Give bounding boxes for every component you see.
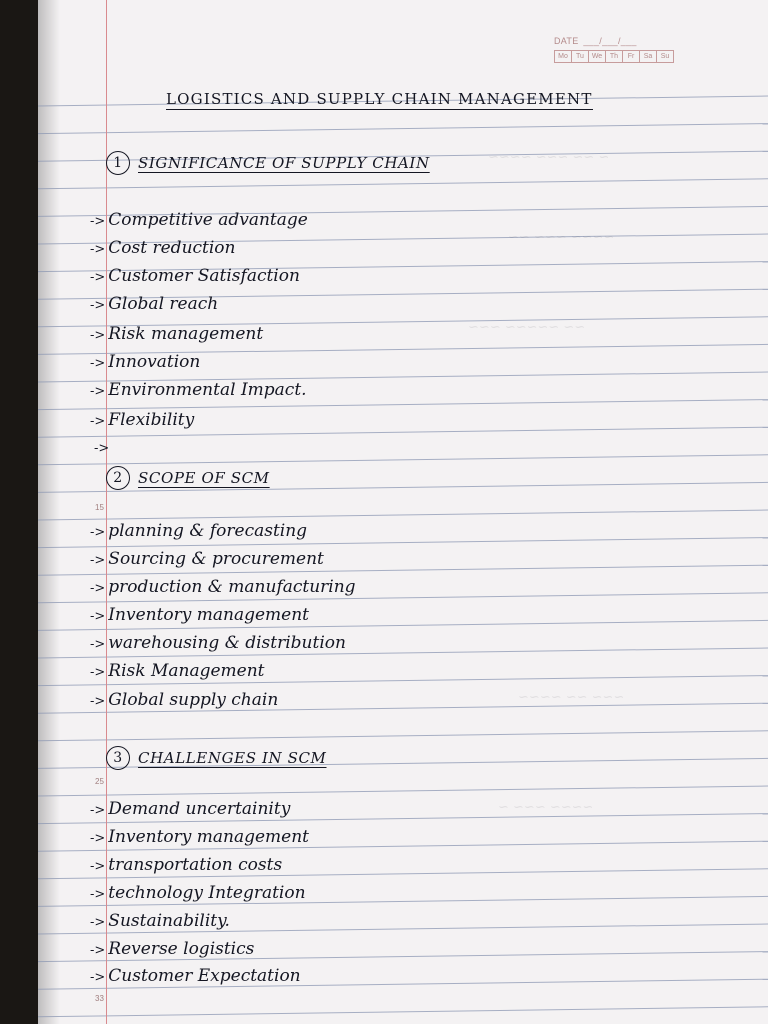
line-number-15: 15 [95,503,104,512]
list-item: -> Flexibility [90,410,195,430]
ruled-line [38,731,768,741]
section-number-1: 1 [106,151,130,175]
notebook-page [38,0,768,1024]
ruled-line [38,179,768,189]
bleed-through-text: ~~~ ~~ ~~~~ [518,690,625,705]
list-item: -> Reverse logistics [90,939,255,959]
line-number-33: 33 [95,994,104,1003]
weekday-we: We [588,50,606,63]
list-item: -> technology Integration [90,883,306,903]
weekday-fr: Fr [622,50,640,63]
ruled-line [38,1007,768,1017]
ruled-line [38,786,768,796]
section-title-1: SIGNIFICANCE OF SUPPLY CHAIN [138,154,430,172]
section-heading-3 [106,746,327,770]
list-item: -> Customer Expectation [90,966,301,986]
list-item: -> production & manufacturing [90,577,356,597]
page-title: LOGISTICS AND SUPPLY CHAIN MANAGEMENT [166,90,593,108]
list-item: -> Inventory management [90,827,310,847]
weekday-sa: Sa [639,50,657,63]
date-label: DATE [554,36,579,46]
section-number-3: 3 [106,746,130,770]
list-item: -> Global supply chain [90,690,279,710]
section-number-2: 2 [106,466,130,490]
list-item: -> Innovation [90,352,201,372]
list-item: -> Global reach [90,294,219,314]
section-title-3: CHALLENGES IN SCM [138,749,327,767]
list-item: -> planning & forecasting [90,521,308,541]
list-item: -> Cost reduction [90,238,236,258]
ruled-line [38,455,768,465]
list-item: -> Customer Satisfaction [90,266,300,286]
bleed-through-text: ~~~~ ~~~ ~~ [508,230,615,245]
ruled-line [38,400,768,410]
list-item: -> transportation costs [90,855,283,875]
ruled-line [38,510,768,520]
section-title-2: SCOPE OF SCM [138,469,270,487]
bleed-through-text: ~~ ~~~~~ ~~~ [468,320,586,335]
list-item: -> Environmental Impact. [90,380,307,400]
ruled-line [38,124,768,134]
date-header [554,36,686,63]
weekday-su: Su [656,50,674,63]
weekday-boxes [554,50,686,63]
list-item: -> Sourcing & procurement [90,549,324,569]
list-item: -> Risk management [90,324,264,344]
weekday-tu: Tu [571,50,589,63]
empty-bullet-arrow: -> [94,441,110,456]
list-item: -> Sustainability. [90,911,230,931]
section-heading-1 [106,151,430,175]
list-item: -> Demand uncertainity [90,799,291,819]
weekday-th: Th [605,50,623,63]
bleed-through-text: ~ ~~ ~~~ ~~~~ [488,150,610,165]
list-item: -> Competitive advantage [90,210,308,230]
bleed-through-text: ~~~~ ~~~ ~ [498,800,594,815]
list-item: -> Inventory management [90,605,310,625]
weekday-mo: Mo [554,50,572,63]
list-item: -> Risk Management [90,661,265,681]
date-slots: ___/___/___ [583,36,637,46]
line-number-25: 25 [95,777,104,786]
section-heading-2 [106,466,270,490]
list-item: -> warehousing & distribution [90,633,346,653]
